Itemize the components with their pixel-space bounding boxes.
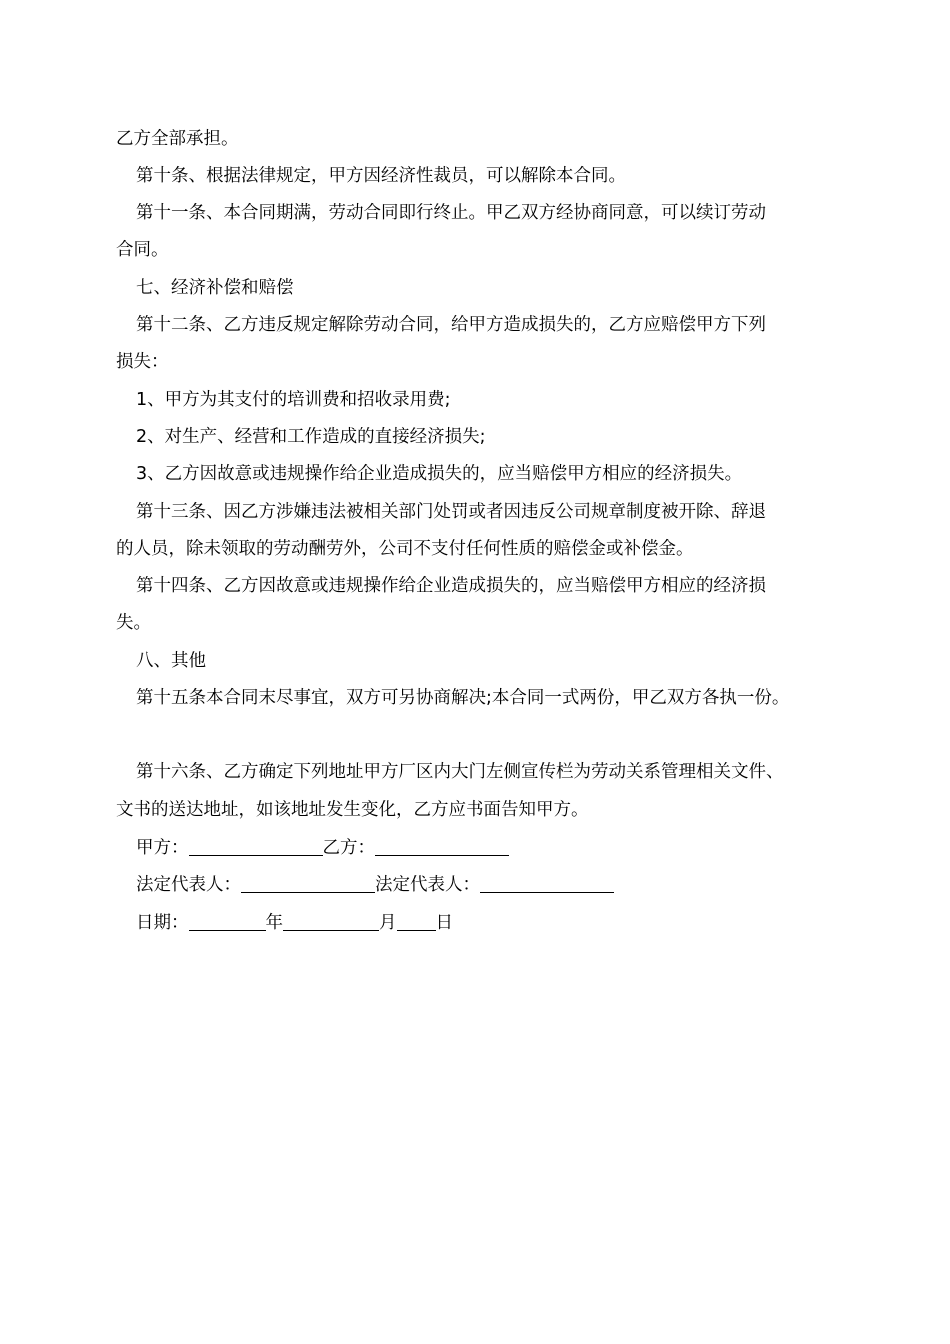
legal-rep-a-label: 法定代表人： xyxy=(136,875,241,895)
clause-14: 第十四条、乙方因故意或违规操作给企业造成损失的，应当赔偿甲方相应的经济损 xyxy=(136,576,766,596)
legal-rep-b-label: 法定代表人： xyxy=(375,875,480,895)
text-line: 失。 xyxy=(116,613,151,633)
party-b-blank xyxy=(375,837,509,856)
clause-11: 第十一条、本合同期满，劳动合同即行终止。甲乙双方经协商同意，可以续订劳动 xyxy=(136,203,766,223)
text-line: 乙方全部承担。 xyxy=(116,129,239,149)
list-item: 3、乙方因故意或违规操作给企业造成损失的，应当赔偿甲方相应的经济损失。 xyxy=(136,464,743,484)
text-line: 的人员，除未领取的劳动酬劳外，公司不支付任何性质的赔偿金或补偿金。 xyxy=(116,539,694,559)
section-heading-8: 八、其他 xyxy=(136,651,206,671)
clause-16: 第十六条、乙方确定下列地址甲方厂区内大门左侧宣传栏为劳动关系管理相关文件、 xyxy=(136,762,784,782)
text-line: 损失： xyxy=(116,352,169,372)
year-label: 年 xyxy=(265,913,283,933)
party-b-label: 乙方： xyxy=(322,838,375,858)
year-blank xyxy=(189,912,266,931)
list-item: 2、对生产、经营和工作造成的直接经济损失; xyxy=(136,427,486,447)
clause-15: 第十五条本合同末尽事宜，双方可另协商解决;本合同一式两份，甲乙双方各执一份。 xyxy=(136,688,790,708)
month-blank xyxy=(283,912,379,931)
section-heading-7: 七、经济补偿和赔偿 xyxy=(136,278,294,298)
date-label: 日期： xyxy=(136,913,189,933)
clause-12: 第十二条、乙方违反规定解除劳动合同，给甲方造成损失的，乙方应赔偿甲方下列 xyxy=(136,315,766,335)
signature-party-row xyxy=(136,836,509,860)
day-label: 日 xyxy=(435,913,453,933)
signature-date-row xyxy=(136,911,453,935)
signature-legal-rep-row xyxy=(136,873,614,897)
party-a-blank xyxy=(189,837,323,856)
legal-rep-a-blank xyxy=(241,874,375,893)
day-blank xyxy=(397,912,436,931)
text-line: 文书的送达地址，如该地址发生变化，乙方应书面告知甲方。 xyxy=(116,800,589,820)
month-label: 月 xyxy=(379,913,397,933)
text-line: 合同。 xyxy=(116,240,169,260)
clause-13: 第十三条、因乙方涉嫌违法被相关部门处罚或者因违反公司规章制度被开除、辞退 xyxy=(136,502,766,522)
list-item: 1、甲方为其支付的培训费和招收录用费; xyxy=(136,390,451,410)
clause-10: 第十条、根据法律规定，甲方因经济性裁员，可以解除本合同。 xyxy=(136,166,626,186)
party-a-label: 甲方： xyxy=(136,838,189,858)
legal-rep-b-blank xyxy=(480,874,614,893)
